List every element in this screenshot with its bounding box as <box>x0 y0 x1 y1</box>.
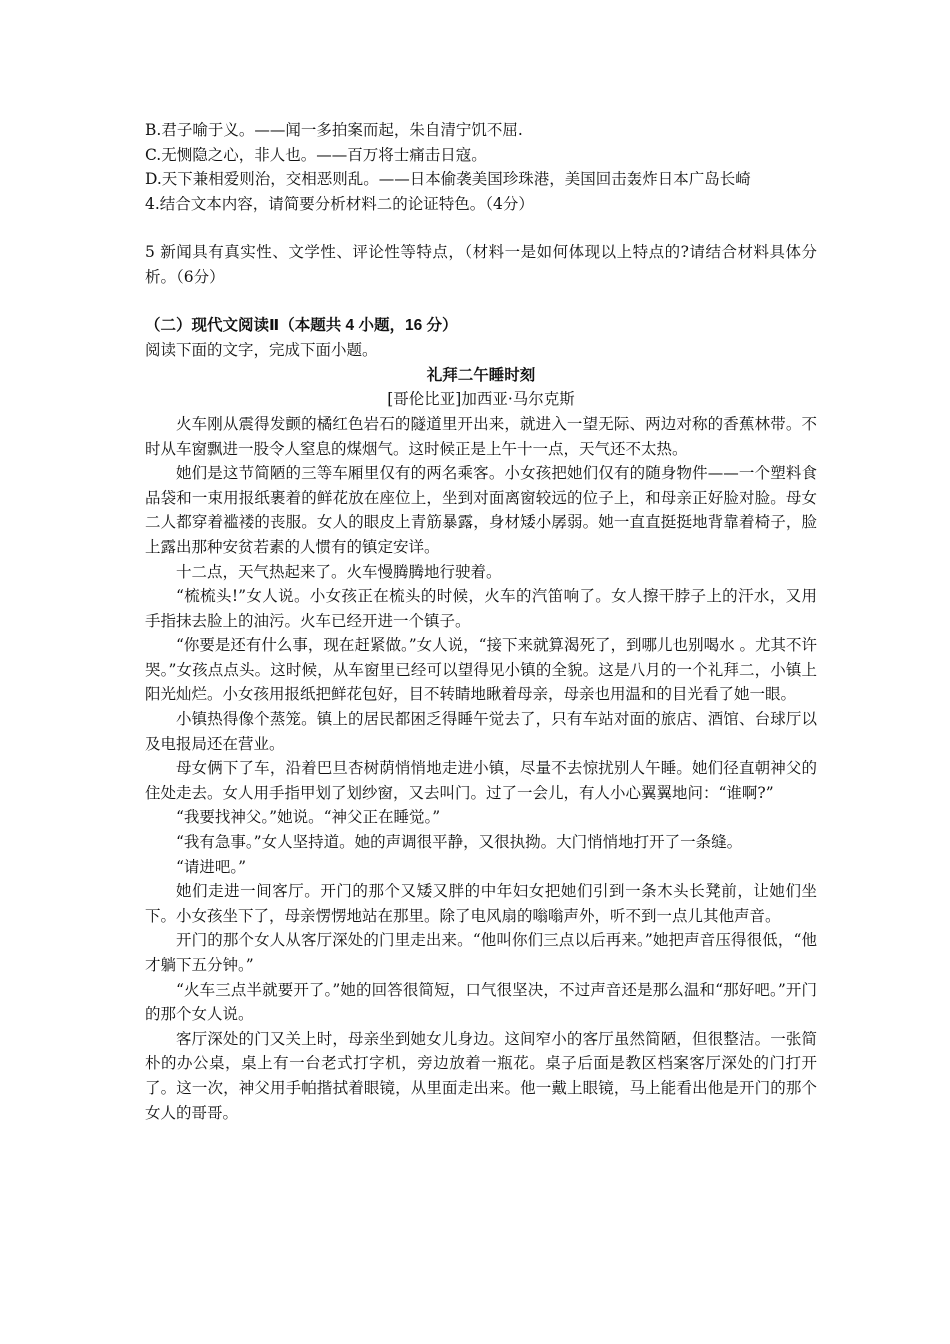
story-paragraph: 小镇热得像个蒸笼。镇上的居民都困乏得睡午觉去了，只有车站对面的旅店、酒馆、台球厅以及电报局还在营业。 <box>145 710 817 753</box>
story-paragraph: 客厅深处的门又关上时，母亲坐到她女儿身边。这间窄小的客厅虽然简陋，但很整洁。一张简朴的办公桌，桌上有一台老式打字机，旁边放着一瓶花。桌子后面是教区档案客厅深处的门打开了。这一次，神父用手帕揩拭着眼镜，从里面走出来。他一戴上眼镜，马上能看出他是开门的那个女人的哥哥。 <box>145 1029 817 1122</box>
option-d: D.天下兼相爱则治，交相恶则乱。——日本偷袭美国珍珠港，美国回击轰炸日本广岛长崎 <box>145 170 751 189</box>
story-paragraph: “梳梳头!”女人说。小女孩正在梳头的时候，火车的汽笛响了。女人擦干脖子上的汗水，又用手指抹去脸上的油污。火车已经开进一个镇子。 <box>145 587 817 630</box>
story-paragraph: 火车刚从震得发颤的橘红色岩石的隧道里开出来，就进入一望无际、两边对称的香蕉林带。不时从车窗飘进一股令人窒息的煤烟气。这时候正是上午十一点，天气还不太热。 <box>145 414 817 458</box>
story-paragraph: 开门的那个女人从客厅深处的门里走出来。“他叫你们三点以后再来。”她把声音压得很低，“他才躺下五分钟。” <box>145 931 817 974</box>
section-heading: （二）现代文阅读Ⅱ（本题共 4 小题，16 分） <box>145 316 458 334</box>
question-4: 4.结合文本内容，请简要分析材料二的论证特色。（4分） <box>145 194 534 213</box>
document-page <box>145 118 817 1125</box>
story-author: [哥伦比亚]加西亚·马尔克斯 <box>387 390 575 409</box>
spacer <box>145 216 817 240</box>
story-paragraph: “你要是还有什么事，现在赶紧做。”女人说，“接下来就算渴死了，到哪儿也别喝水 。尤其不许哭。”女孩点点头。这时候，从车窗里已经可以望得见小镇的全貌。这是八月的一个礼拜二，小镇上阳光灿烂。小女孩用报纸把鲜花包好，目不转睛地瞅着母亲，母亲也用温和的目光看了她一眼。 <box>145 636 817 704</box>
story-paragraph: 母女俩下了车，沿着巴旦杏树荫悄悄地走进小镇，尽量不去惊扰别人午睡。她们径直朝神父的住处走去。女人用手指甲划了划纱窗，又去叫门。过了一会儿，有人小心翼翼地问：“谁啊?” <box>145 759 817 802</box>
story-paragraph: 她们是这节简陋的三等车厢里仅有的两名乘客。小女孩把她们仅有的随身物件——一个塑料食品袋和一束用报纸裹着的鲜花放在座位上，坐到对面离窗较远的位子上，和母亲正好脸对脸。母女二人都穿着褴褛的丧服。女人的眼皮上青筋暴露，身材矮小孱弱。她一直直挺挺地背靠着椅子，脸上露出那种安贫若素的人惯有的镇定安详。 <box>145 464 817 556</box>
story-paragraph: “请进吧。” <box>176 857 247 876</box>
question-5: 5 新闻具有真实性、文学性、评论性等特点，（材料一是如何体现以上特点的?请结合材料具体分析。（6分） <box>145 243 817 286</box>
option-c: C.无恻隐之心，非人也。——百万将士痛击日寇。 <box>145 145 487 164</box>
section-instruction: 阅读下面的文字，完成下面小题。 <box>145 341 378 360</box>
spacer <box>145 290 817 314</box>
story-paragraph: “我要找神父。”她说。“神父正在睡觉。” <box>176 808 441 827</box>
story-paragraph: “火车三点半就要开了。”她的回答很简短，口气很坚决，不过声音还是那么温和“那好吧。”开门的那个女人说。 <box>145 980 817 1024</box>
story-title: 礼拜二午睡时刻 <box>426 364 536 384</box>
story-paragraph: “我有急事。”女人坚持道。她的声调很平静，又很执拗。大门悄悄地打开了一条缝。 <box>176 833 743 852</box>
option-b: B.君子喻于义。——闻一多拍案而起，朱自清宁饥不屈. <box>145 121 523 139</box>
story-paragraph: 她们走进一间客厅。开门的那个又矮又胖的中年妇女把她们引到一条木头长凳前，让她们坐下。小女孩坐下了，母亲愣愣地站在那里。除了电风扇的嗡嗡声外，听不到一点儿其他声音。 <box>145 882 817 925</box>
story-paragraph: 十二点，天气热起来了。火车慢腾腾地行驶着。 <box>176 562 502 581</box>
